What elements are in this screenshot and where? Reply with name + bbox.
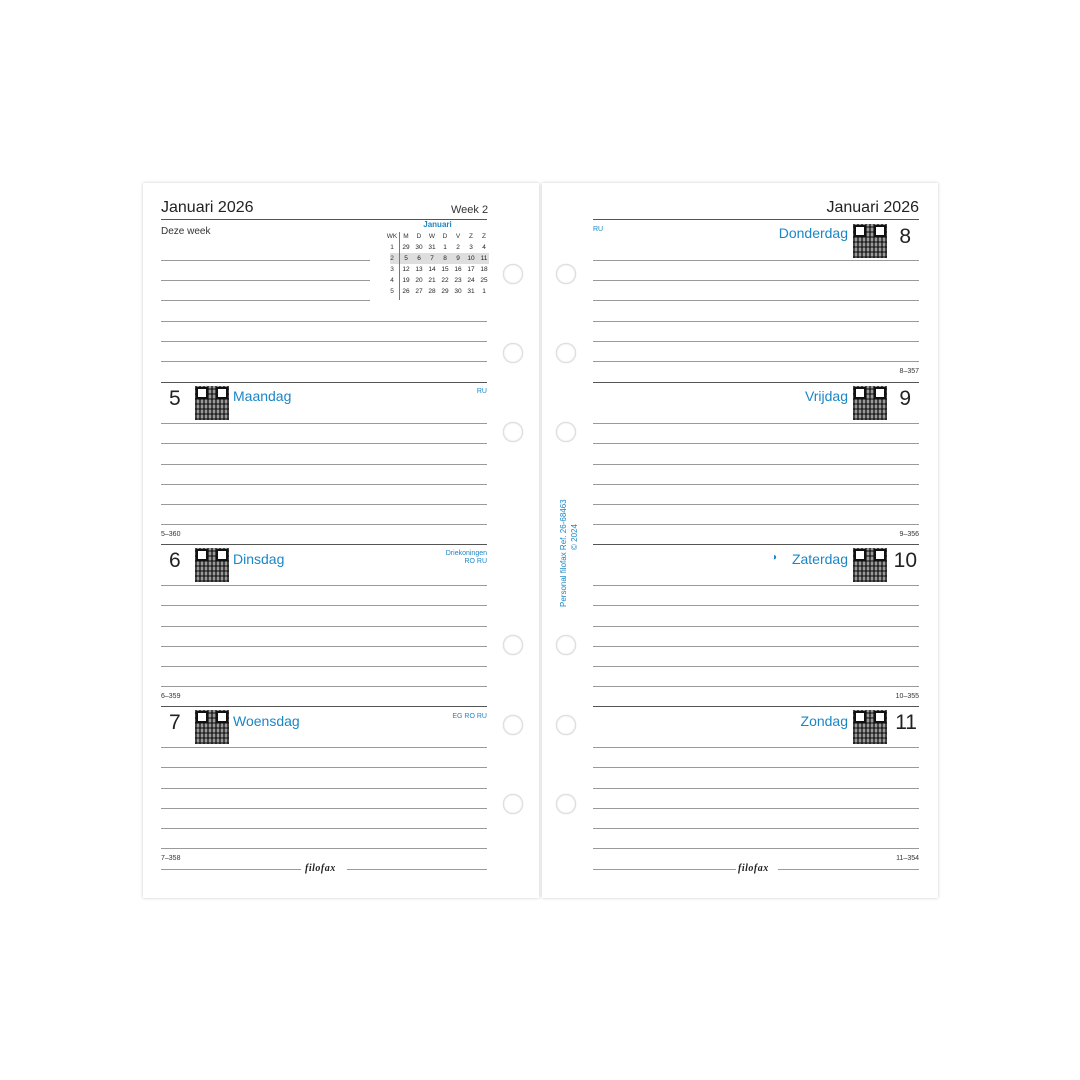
notes-line xyxy=(161,280,370,281)
week-number: Week 2 xyxy=(451,204,489,216)
mini-calendar-day: 5 xyxy=(404,255,408,262)
writing-line xyxy=(161,423,487,424)
writing-line xyxy=(593,504,919,505)
writing-line xyxy=(593,321,919,322)
writing-line xyxy=(161,646,487,647)
holiday-codes: RU xyxy=(593,226,604,233)
writing-line xyxy=(593,788,919,789)
mini-calendar-day: 11 xyxy=(480,255,488,262)
writing-line xyxy=(161,626,487,627)
writing-line xyxy=(593,646,919,647)
day-number: 10 xyxy=(893,549,917,572)
footer-rule xyxy=(593,869,736,870)
writing-line xyxy=(161,504,487,505)
moon-phase-icon: ◑ xyxy=(771,552,778,563)
writing-line xyxy=(593,464,919,465)
mini-calendar-day: 16 xyxy=(454,266,462,273)
mini-calendar-day: 10 xyxy=(467,255,475,262)
qr-code-icon xyxy=(195,548,229,582)
mini-calendar-day: 13 xyxy=(415,266,423,273)
binder-hole xyxy=(556,715,576,735)
mini-calendar-header: D xyxy=(442,233,448,240)
writing-line xyxy=(161,464,487,465)
mini-calendar-header: D xyxy=(416,233,422,240)
day-count: 5–360 xyxy=(161,531,181,538)
day-name: Vrijdag xyxy=(804,388,848,404)
writing-line xyxy=(593,767,919,768)
mini-calendar-week-number: 1 xyxy=(390,244,394,251)
mini-calendar-week-number: 2 xyxy=(390,255,394,262)
binder-hole xyxy=(503,343,523,363)
mini-calendar-day: 20 xyxy=(415,277,423,284)
writing-line xyxy=(593,423,919,424)
writing-line xyxy=(161,808,487,809)
day-divider xyxy=(161,544,487,545)
mini-calendar-day: 30 xyxy=(415,244,423,251)
writing-line xyxy=(161,767,487,768)
writing-line xyxy=(593,626,919,627)
mini-calendar-header: Z xyxy=(469,233,473,240)
writing-line xyxy=(161,666,487,667)
mini-calendar-day: 15 xyxy=(441,266,449,273)
mini-calendar-day: 9 xyxy=(456,255,460,262)
writing-line xyxy=(593,747,919,748)
day-number: 5 xyxy=(169,387,181,410)
writing-line xyxy=(593,605,919,606)
mini-calendar-header: W xyxy=(428,233,436,240)
day-number: 8 xyxy=(899,225,911,248)
binder-hole xyxy=(503,422,523,442)
mini-calendar-day: 8 xyxy=(443,255,447,262)
binder-hole xyxy=(556,422,576,442)
qr-code-icon xyxy=(195,386,229,420)
mini-calendar-title: Januari xyxy=(423,220,452,229)
writing-line xyxy=(161,524,487,525)
holiday-codes: RU xyxy=(476,388,487,395)
mini-calendar-day: 27 xyxy=(415,288,423,295)
writing-line xyxy=(593,484,919,485)
binder-hole xyxy=(503,715,523,735)
writing-line xyxy=(593,686,919,687)
writing-line xyxy=(593,300,919,301)
mini-calendar-day: 1 xyxy=(443,244,447,251)
qr-code-icon xyxy=(853,710,887,744)
writing-line xyxy=(593,808,919,809)
writing-line xyxy=(161,585,487,586)
right-page xyxy=(542,183,938,898)
day-number: 9 xyxy=(899,387,911,410)
writing-line xyxy=(593,260,919,261)
diary-spread xyxy=(143,183,938,898)
mini-calendar-day: 31 xyxy=(467,288,475,295)
notes-label: Deze week xyxy=(161,226,211,237)
mini-calendar-day: 29 xyxy=(441,288,449,295)
mini-calendar-day: 18 xyxy=(480,266,488,273)
mini-calendar-day: 4 xyxy=(482,244,486,251)
footer-rule xyxy=(347,869,487,870)
day-name: Zaterdag xyxy=(791,551,848,567)
day-divider xyxy=(593,382,919,383)
mini-calendar-day: 2 xyxy=(456,244,460,251)
mini-calendar-day: 30 xyxy=(454,288,462,295)
mini-calendar-header: M xyxy=(403,233,409,240)
spine-copyright: © 2024 xyxy=(570,524,579,550)
day-divider xyxy=(161,382,487,383)
left-page xyxy=(143,183,539,898)
day-count: 6–359 xyxy=(161,693,181,700)
mini-calendar-day: 17 xyxy=(467,266,475,273)
mini-calendar-day: 31 xyxy=(428,244,436,251)
qr-code-icon xyxy=(853,224,887,258)
writing-line xyxy=(593,443,919,444)
mini-calendar-header: Z xyxy=(482,233,486,240)
writing-line xyxy=(593,280,919,281)
mini-calendar-week-number: 3 xyxy=(390,266,394,273)
mini-calendar-day: 26 xyxy=(402,288,410,295)
header-rule xyxy=(593,219,919,220)
spine-reference: Personal filofax Ref. 26-68463 xyxy=(559,499,568,607)
footer-rule xyxy=(161,869,301,870)
binder-hole xyxy=(556,635,576,655)
day-divider xyxy=(593,544,919,545)
writing-line xyxy=(593,828,919,829)
mini-calendar-divider xyxy=(399,232,400,300)
writing-line xyxy=(161,686,487,687)
day-name: Maandag xyxy=(233,388,292,404)
mini-calendar-day: 7 xyxy=(430,255,434,262)
day-name: Woensdag xyxy=(233,713,300,729)
writing-line xyxy=(161,605,487,606)
writing-line xyxy=(593,361,919,362)
day-divider xyxy=(161,706,487,707)
writing-line xyxy=(161,484,487,485)
right-page-title: Januari 2026 xyxy=(826,199,919,216)
binder-hole xyxy=(503,264,523,284)
writing-line xyxy=(161,828,487,829)
day-count: 10–355 xyxy=(895,693,919,700)
mini-calendar-day: 29 xyxy=(402,244,410,251)
writing-line xyxy=(161,443,487,444)
qr-code-icon xyxy=(853,548,887,582)
binder-hole xyxy=(503,635,523,655)
writing-line xyxy=(161,788,487,789)
mini-calendar-day: 21 xyxy=(428,277,436,284)
writing-line xyxy=(161,747,487,748)
day-count: 11–354 xyxy=(896,855,919,862)
mini-calendar-header: WK xyxy=(386,233,398,240)
holiday-codes: RO RU xyxy=(464,558,487,565)
notes-line xyxy=(161,300,370,301)
day-count: 8–357 xyxy=(899,368,919,375)
mini-calendar-day: 28 xyxy=(428,288,436,295)
mini-calendar-day: 3 xyxy=(469,244,473,251)
writing-line xyxy=(593,848,919,849)
day-name: Donderdag xyxy=(778,225,848,241)
day-number: 7 xyxy=(169,711,181,734)
mini-calendar-day: 12 xyxy=(402,266,410,273)
binder-hole xyxy=(556,794,576,814)
filofax-logo: filofax xyxy=(738,863,769,874)
day-count: 9–356 xyxy=(899,531,919,538)
notes-line xyxy=(161,341,487,342)
writing-line xyxy=(593,585,919,586)
mini-calendar-header: V xyxy=(455,233,461,240)
mini-calendar-day: 25 xyxy=(480,277,488,284)
footer-rule xyxy=(778,869,919,870)
mini-calendar-day: 6 xyxy=(417,255,421,262)
day-name: Dinsdag xyxy=(233,551,285,567)
mini-calendar-day: 14 xyxy=(428,266,436,273)
notes-line xyxy=(161,321,487,322)
mini-calendar-week-number: 5 xyxy=(390,288,394,295)
writing-line xyxy=(593,666,919,667)
mini-calendar-day: 19 xyxy=(402,277,410,284)
notes-line xyxy=(161,260,370,261)
notes-line xyxy=(161,361,487,362)
holiday-name: Driekoningen xyxy=(445,550,487,557)
binder-hole xyxy=(556,343,576,363)
day-number: 11 xyxy=(895,711,917,734)
filofax-logo: filofax xyxy=(305,863,336,874)
writing-line xyxy=(593,341,919,342)
day-name: Zondag xyxy=(800,713,848,729)
mini-calendar-day: 24 xyxy=(467,277,475,284)
writing-line xyxy=(161,848,487,849)
binder-hole xyxy=(556,264,576,284)
mini-calendar-day: 22 xyxy=(441,277,449,284)
left-page-title: Januari 2026 xyxy=(161,199,254,216)
holiday-codes: EG RO RU xyxy=(452,713,487,720)
qr-code-icon xyxy=(195,710,229,744)
qr-code-icon xyxy=(853,386,887,420)
binder-hole xyxy=(503,794,523,814)
day-count: 7–358 xyxy=(161,855,181,862)
mini-calendar-week-number: 4 xyxy=(390,277,394,284)
mini-calendar-day: 1 xyxy=(482,288,486,295)
mini-calendar-day: 23 xyxy=(454,277,462,284)
day-number: 6 xyxy=(169,549,181,572)
day-divider xyxy=(593,706,919,707)
writing-line xyxy=(593,524,919,525)
